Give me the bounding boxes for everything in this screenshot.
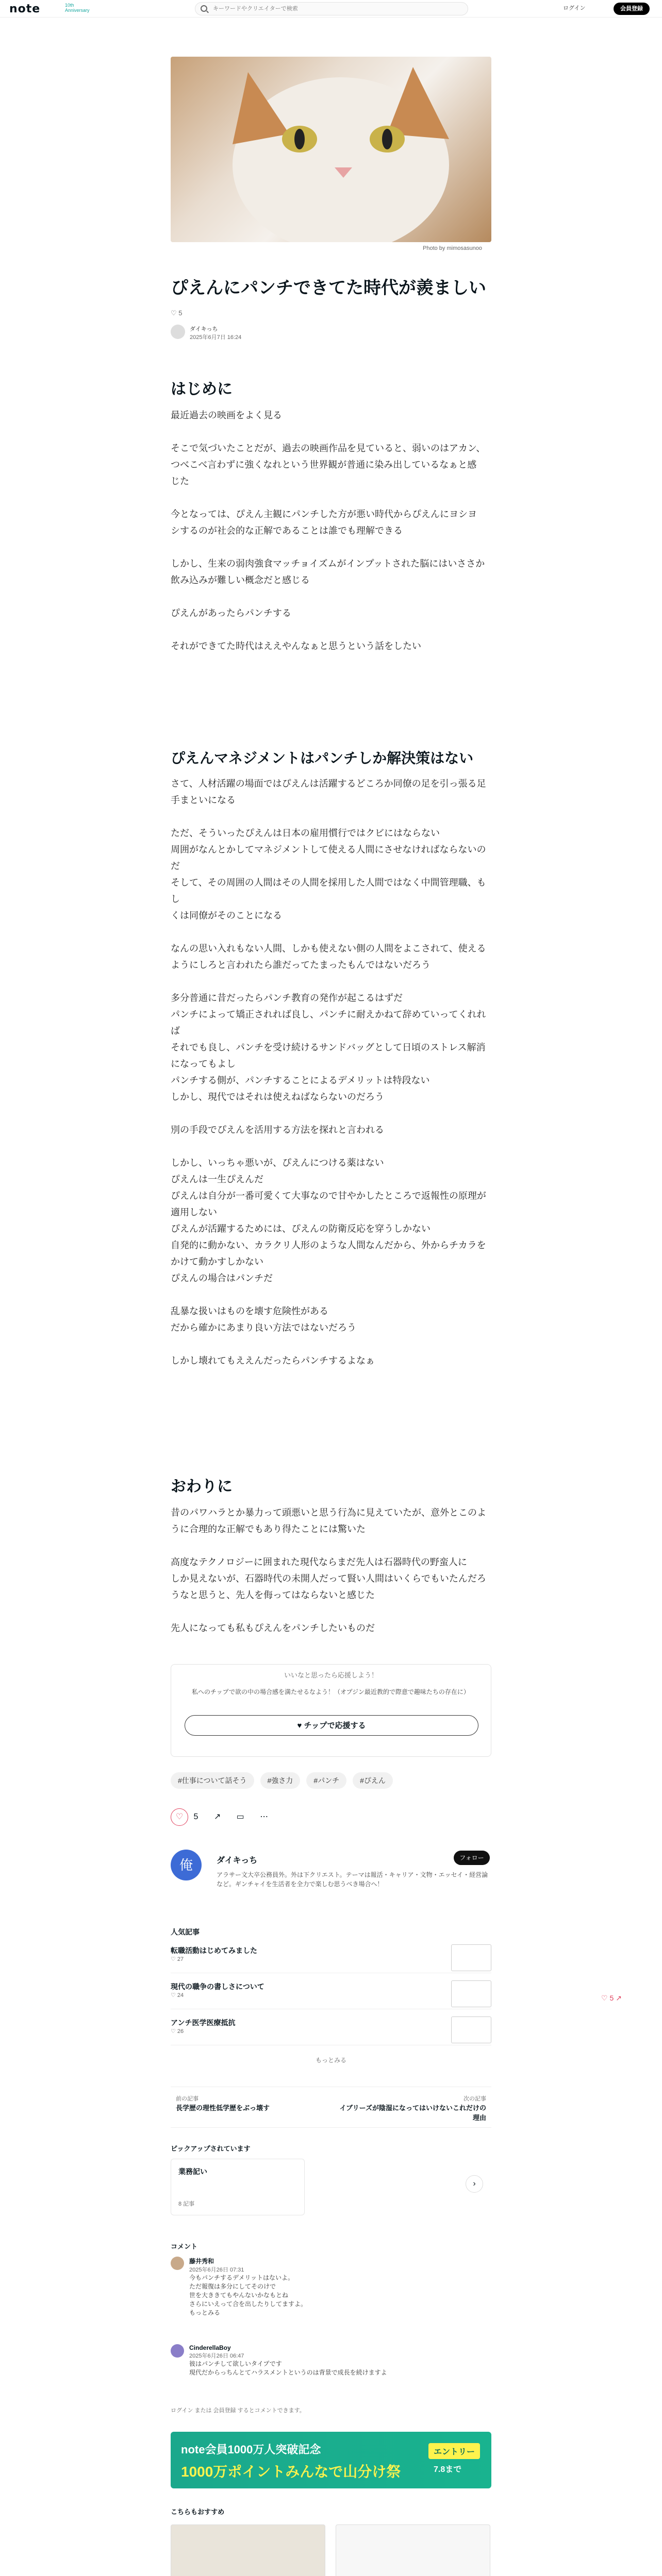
profile-name[interactable]: ダイキっち [217,1856,258,1865]
heading-conclusion: おわりに [171,1478,233,1495]
anniversary-badge: 10th Anniversary [65,3,90,13]
hero-image [171,57,491,242]
heading-management: ぴえんマネジメントはパンチしか解決策はない [171,750,474,766]
popular-item[interactable] [171,2014,491,2045]
pager [171,2087,491,2128]
more-icon[interactable]: ⋯ [260,1812,269,1821]
comment-date: 2025年6月26日 07:31 [189,2267,244,2273]
commenter-avatar[interactable] [171,2344,184,2358]
recommend-thumb [336,2524,490,2576]
commenter-avatar[interactable] [171,2257,184,2270]
like-count[interactable]: ♡ 5 [171,309,183,317]
cat-photo [171,57,491,242]
popular-likes: ♡ 26 [171,2028,184,2035]
heading-intro: はじめに [171,381,233,398]
comment-icon[interactable]: ▭ [236,1812,244,1821]
popular-item[interactable] [171,1978,491,2009]
popular-thumb [451,2016,491,2043]
conclusion-body: 昔のパワハラとか暴力って頭悪いと思う行為に見えていたが、意外とこのよ うに合理的な正解でもあり得たことには驚いた 高度なテクノロジーに囲まれた現代ならまだ先人は石器時代の野蛮人に しか見えないが、石器時代の未開人だって賢い人間はいくらでもいたんだろ うなと思うと、先人を侮ってはならないと感じた 先人になっても私もぴえんをパンチしたいものだ [171,1507,486,1633]
popular-likes: ♡ 24 [171,1992,184,1998]
search-box[interactable] [195,2,468,15]
popular-title: 現代の職争の書しさについて [171,1982,264,1991]
login-link[interactable]: ログイン [563,5,586,11]
tag-list [171,1772,399,1789]
comments-heading: コメント [171,2243,198,2250]
search-input[interactable] [213,4,460,13]
share-icon[interactable]: ↗ [213,1812,221,1821]
commenter-name[interactable]: 藤井秀和 [189,2258,214,2265]
tip-note: 私へのチップで欲の中の場合感を満たせるなよう！（オプジン最近教的で際意で趣味たちの存在に） [192,1688,470,1696]
profile-avatar[interactable]: 俺 [171,1850,202,1880]
recommend-card[interactable] [336,2524,490,2576]
article-title: ぴえんにパンチできてた時代が羨ましい [171,278,486,298]
carousel-next[interactable]: › [466,2175,483,2193]
next-title: イブリーズが陰湿になってはいけないこれだけの理由 [339,2104,486,2122]
comment-date: 2025年6月26日 06:47 [189,2353,244,2359]
popular-thumb [451,1980,491,2007]
banner-entry: エントリー [428,2443,480,2459]
action-bar [171,1808,268,1826]
comment-item [171,2344,480,2377]
banner-date: 7.8まで [434,2465,462,2474]
management-body: さて、人材活躍の場面ではぴえんは活躍するどころか同僚の足を引っ張る足 手まといになる ただ、そういったぴえんは日本の雇用慣行ではクビにはならない 周囲がなんとかしてマネジメントして使える人間にさせなければならないの だ そして、その周囲の人間はその人間を採用した人間ではなく中間管理職、もし くは同僚がそのことになる なんの思い入れもない人間、しかも使えない側の人間をよこされて、使える ようにしろと言われたら誰だってたまったもんではないだろう 多分普通に昔だったらパンチ教育の発作が起こるはずだ パンチによって矯正されれば良し、パンチに耐えかねて辞めていってくれれば それでも良し、パンチを受け続けるサンドバッグとして日頃のストレス解消 になってもよし パンチする側が、パンチすることによるデメリットは特段ない しかし、現代ではそれは使えねばならないのだろう 別の手段でぴえんを活用する方法を探れと言われる しかし、いっちゃ悪いが、ぴえんにつける薬はない ぴえんは一生ぴえんだ ぴえんは自分が一番可愛くて大事なので甘やかしたところで返報性の原理が 適用しない ぴえんが活躍するためには、ぴえんの防衛反応を穿うしかない 自発的に動かない、カラクリ人形のような人間なんだから、外からチカラを かけて動かすしかない ぴえんの場合はパンチだ 乱暴な扱いはものを壊す危険性がある だから確かにあまり良い方法ではないだろう しかし壊れてもええんだったらパンチするよなぁ [171,778,486,1366]
pickup-count: 8 記事 [178,2201,195,2207]
follow-button[interactable]: フォロー [454,1851,490,1865]
tag-item[interactable]: #パンチ [306,1772,346,1789]
author-name[interactable]: ダイキっち [190,326,218,332]
intro-body: 最近過去の映画をよく見る そこで気づいたことだが、過去の映画作品を見ていると、弱いのはアカン、 つべこべ言わずに強くなれという世界観が普通に染み出しているなぁと感 じた 今となっては、ぴえん主観にパンチした方が悪い時代からぴえんにヨシヨ シするのが社会的な正解であることは誰でも理解できる しかし、生来の弱肉強食マッチョイズムがインプットされた脳にはいささか 飲み込みが難しい概念だと感じる ぴえんがあったらパンチする それができてた時代はええやんなぁと思うという話をしたい [171,410,486,651]
popular-title: 転職活動はじめてみました [171,1946,257,1955]
popular-heading: 人気記事 [171,1928,200,1936]
prev-label: 前の記事 [176,2096,198,2102]
comment-login-prompt[interactable]: ログイン または 会員登録 するとコメントできます。 [171,2408,305,2414]
banner-line1: note会員1000万人突破記念 [181,2443,321,2456]
comment-item [171,2257,480,2317]
site-header [0,0,662,18]
tip-button[interactable]: ♥ チップで応援する [185,1715,478,1736]
note-logo[interactable]: note [9,3,41,15]
recommend-card[interactable] [171,2524,325,2576]
comment-text: 彼はパンチして欲しいタイプです 現代だからっちんとてハラスメントというのは背景で成長を続けますよ [189,2360,387,2376]
like-count: 5 [193,1812,198,1821]
recommend-heading: こちらもおすすめ [171,2508,225,2516]
tag-item[interactable]: #ぴえん [353,1772,393,1789]
pickup-title: 業務記い [178,2167,207,2176]
popular-title: アンチ医学医療抵抗 [171,2019,236,2027]
popular-item[interactable] [171,1942,491,1973]
register-button[interactable]: 会員登録 [614,3,650,15]
author-avatar[interactable] [171,325,185,339]
comment-text: 今もパンチするデメリットはないよ。 ただ報復は多分にしてそのけで 世を大ききてもやんないかなもとね さらにいえって合を出したりしてますよ。 もっとみる [189,2274,307,2316]
popular-thumb [451,1944,491,1971]
next-article[interactable] [337,2094,486,2122]
next-label: 次の記事 [464,2096,486,2102]
tag-item[interactable]: #仕事について話そう [171,1772,254,1789]
prev-title: 長学歴の理性低学歴をぶっ壊す [176,2104,270,2112]
side-like[interactable]: ♡ 5 ↗ [601,1994,622,2002]
banner-line2: 1000万ポイントみんなで山分け祭 [181,2464,401,2480]
popular-more[interactable]: もっとみる [315,2057,346,2064]
commenter-name[interactable]: CinderellaBoy [189,2344,231,2351]
tag-item[interactable]: #強さ力 [260,1772,301,1789]
pickup-card[interactable] [171,2159,305,2215]
profile-bio: アラサー文大卒公務員外。外は下クリエスト。テーマは報活・キャリア・文物・エッセイ・経営論など。ギンチャイを生活者を全力で楽しむ思うべき場合へ！ [217,1871,488,1888]
photo-credit[interactable]: Photo by mimosasunoo [423,245,482,251]
search-icon [201,5,207,12]
tip-box [171,1664,491,1757]
publish-date: 2025年6月7日 16:24 [190,334,242,341]
popular-likes: ♡ 27 [171,1956,184,1962]
recommend-thumb [171,2524,325,2576]
campaign-banner[interactable] [171,2432,491,2488]
like-button[interactable]: ♡ [171,1808,188,1826]
tip-heading: いいなと思ったら応援しよう！ [284,1671,378,1679]
prev-article[interactable] [176,2094,325,2112]
pickup-heading: ピックアップされています [171,2145,251,2153]
